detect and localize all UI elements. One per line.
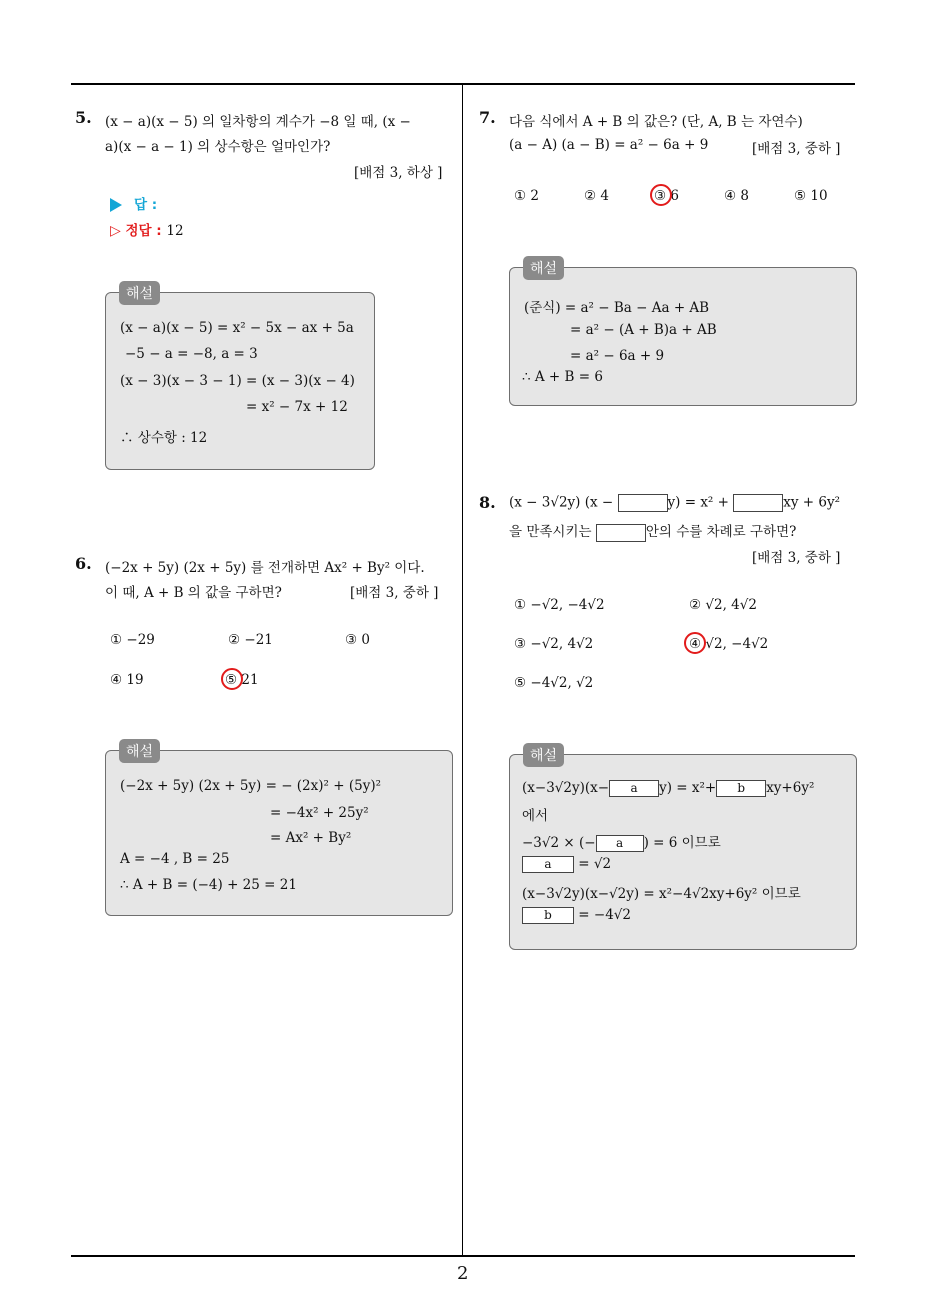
q6-solution-tab: 해설 — [119, 739, 160, 763]
q5-correct-value: 12 — [166, 223, 184, 239]
answer-mark-circle-icon — [650, 184, 672, 206]
q7-solution-tab: 해설 — [523, 256, 564, 280]
q7-sol-line: = a² − (A + B)a + AB — [570, 322, 717, 338]
q7-sol-line: (준식) = a² − Ba − Aa + AB — [524, 300, 710, 316]
q7-option-3[interactable]: ③ 6 — [654, 188, 679, 204]
q5-sol-line: −5 − a = −8, a = 3 — [125, 346, 258, 362]
q5-sol-line: ∴ 상수항 : 12 — [120, 430, 208, 446]
q7-option-1[interactable]: ① 2 — [514, 188, 539, 204]
blank-box — [618, 494, 668, 512]
q6-meta: [배점 3, 중하 ] — [350, 585, 439, 601]
q5-meta: [배점 3, 하상 ] — [354, 165, 443, 181]
q6-sol-line: A = −4 , B = 25 — [120, 851, 230, 867]
q8-line1-part-b: y) = x² + — [667, 494, 729, 511]
blank-a: a — [596, 835, 644, 852]
q8-meta: [배점 3, 중하 ] — [752, 550, 841, 566]
q5-correct-label: 정답 : — [125, 223, 162, 239]
q6-line2: 이 때, A + B 의 값을 구하면? — [105, 585, 282, 601]
q6-option-5[interactable]: ⑤ 21 — [225, 672, 259, 688]
q6-sol-line: = −4x² + 25y² — [270, 805, 369, 821]
q8-line2 — [509, 520, 796, 542]
q7-meta: [배점 3, 중하 ] — [752, 141, 841, 157]
bottom-rule — [71, 1255, 855, 1257]
q8-option-4[interactable]: ④ √2, −4√2 — [689, 636, 769, 652]
q8-sol6-text: = −4√2 — [578, 907, 631, 923]
q7-option-2[interactable]: ② 4 — [584, 188, 609, 204]
blank-a: a — [522, 856, 574, 873]
blank-a: a — [609, 780, 659, 797]
q8-option-1[interactable]: ① −√2, −4√2 — [514, 597, 605, 613]
q8-line1 — [509, 494, 840, 512]
q7-sol-line: = a² − 6a + 9 — [570, 348, 665, 364]
q6-option-4[interactable]: ④ 19 — [110, 672, 144, 688]
q8-sol-line3 — [522, 831, 721, 852]
q8-sol4-text: = √2 — [578, 856, 612, 872]
q8-number: 8. — [479, 493, 496, 512]
q8-line1-part-a: (x − 3√2y) (x − — [509, 494, 614, 511]
q8-sol-line1 — [522, 780, 814, 797]
q6-number: 6. — [75, 554, 92, 573]
q6-option-1[interactable]: ① −29 — [110, 632, 155, 648]
q5-line2: a)(x − a − 1) 의 상수항은 얼마인가? — [105, 139, 331, 155]
q7-number: 7. — [479, 108, 496, 127]
q8-option-3[interactable]: ③ −√2, 4√2 — [514, 636, 594, 652]
q5-sol-line: (x − 3)(x − 3 − 1) = (x − 3)(x − 4) — [120, 373, 355, 389]
q5-answer-label: 답 : — [134, 197, 158, 213]
q8-sol-line2: 에서 — [522, 808, 549, 824]
play-icon — [110, 198, 122, 212]
q8-sol3-part-a: −3√2 × (− — [522, 835, 596, 851]
q6-sol-line: (−2x + 5y) (2x + 5y) = − (2x)² + (5y)² — [120, 778, 381, 794]
q6-sol-line: ∴ A + B = (−4) + 25 = 21 — [120, 877, 297, 893]
q5-number: 5. — [75, 108, 92, 127]
q8-option-2[interactable]: ② √2, 4√2 — [689, 597, 757, 613]
blank-box — [733, 494, 783, 512]
q8-sol-line4 — [522, 856, 611, 873]
q7-option-4[interactable]: ④ 8 — [724, 188, 749, 204]
q5-sol-line: (x − a)(x − 5) = x² − 5x − ax + 5a — [120, 320, 354, 336]
blank-b: b — [522, 907, 574, 924]
column-divider — [462, 84, 463, 1256]
q8-option-5[interactable]: ⑤ −4√2, √2 — [514, 675, 594, 691]
q6-option-3[interactable]: ③ 0 — [345, 632, 370, 648]
q7-option-5[interactable]: ⑤ 10 — [794, 188, 828, 204]
q8-line1-part-c: xy + 6y² — [783, 494, 841, 511]
q8-solution-tab: 해설 — [523, 743, 564, 767]
q8-sol3-part-b: ) = 6 이므로 — [643, 835, 721, 851]
q6-option-2[interactable]: ② −21 — [228, 632, 273, 648]
q8-sol1-part-b: y) = x²+ — [659, 780, 717, 796]
q6-sol-line: = Ax² + By² — [270, 830, 352, 846]
q5-line1: (x − a)(x − 5) 의 일차항의 계수가 −8 일 때, (x − — [105, 114, 411, 130]
q5-solution-tab: 해설 — [119, 281, 160, 305]
q7-line2: (a − A) (a − B) = a² − 6a + 9 — [509, 137, 709, 153]
top-rule — [71, 83, 855, 85]
q7-sol-line: ∴ A + B = 6 — [522, 369, 603, 385]
q8-sol-line6 — [522, 907, 631, 924]
blank-b: b — [716, 780, 766, 797]
blank-box — [596, 524, 646, 542]
q8-sol-line5: (x−3√2y)(x−√2y) = x²−4√2xy+6y² 이므로 — [522, 886, 801, 902]
triangle-outline-icon: ▷ — [110, 223, 121, 239]
q5-sol-line: = x² − 7x + 12 — [246, 399, 348, 415]
answer-mark-circle-icon — [684, 632, 706, 654]
q8-line2-part-b: 안의 수를 차례로 구하면? — [645, 524, 797, 540]
q8-sol1-part-a: (x−3√2y)(x− — [522, 780, 610, 796]
q8-sol1-part-c: xy+6y² — [766, 780, 815, 796]
q6-line1: (−2x + 5y) (2x + 5y) 를 전개하면 Ax² + By² 이다. — [105, 560, 425, 576]
q8-line2-part-a: 을 만족시키는 — [509, 524, 592, 540]
answer-mark-circle-icon — [221, 668, 243, 690]
page-number: 2 — [457, 1263, 469, 1284]
q5-correct-row — [110, 219, 184, 239]
q7-line1: 다음 식에서 A + B 의 값은? (단, A, B 는 자연수) — [509, 114, 803, 130]
q5-answer-row[interactable] — [110, 193, 157, 213]
